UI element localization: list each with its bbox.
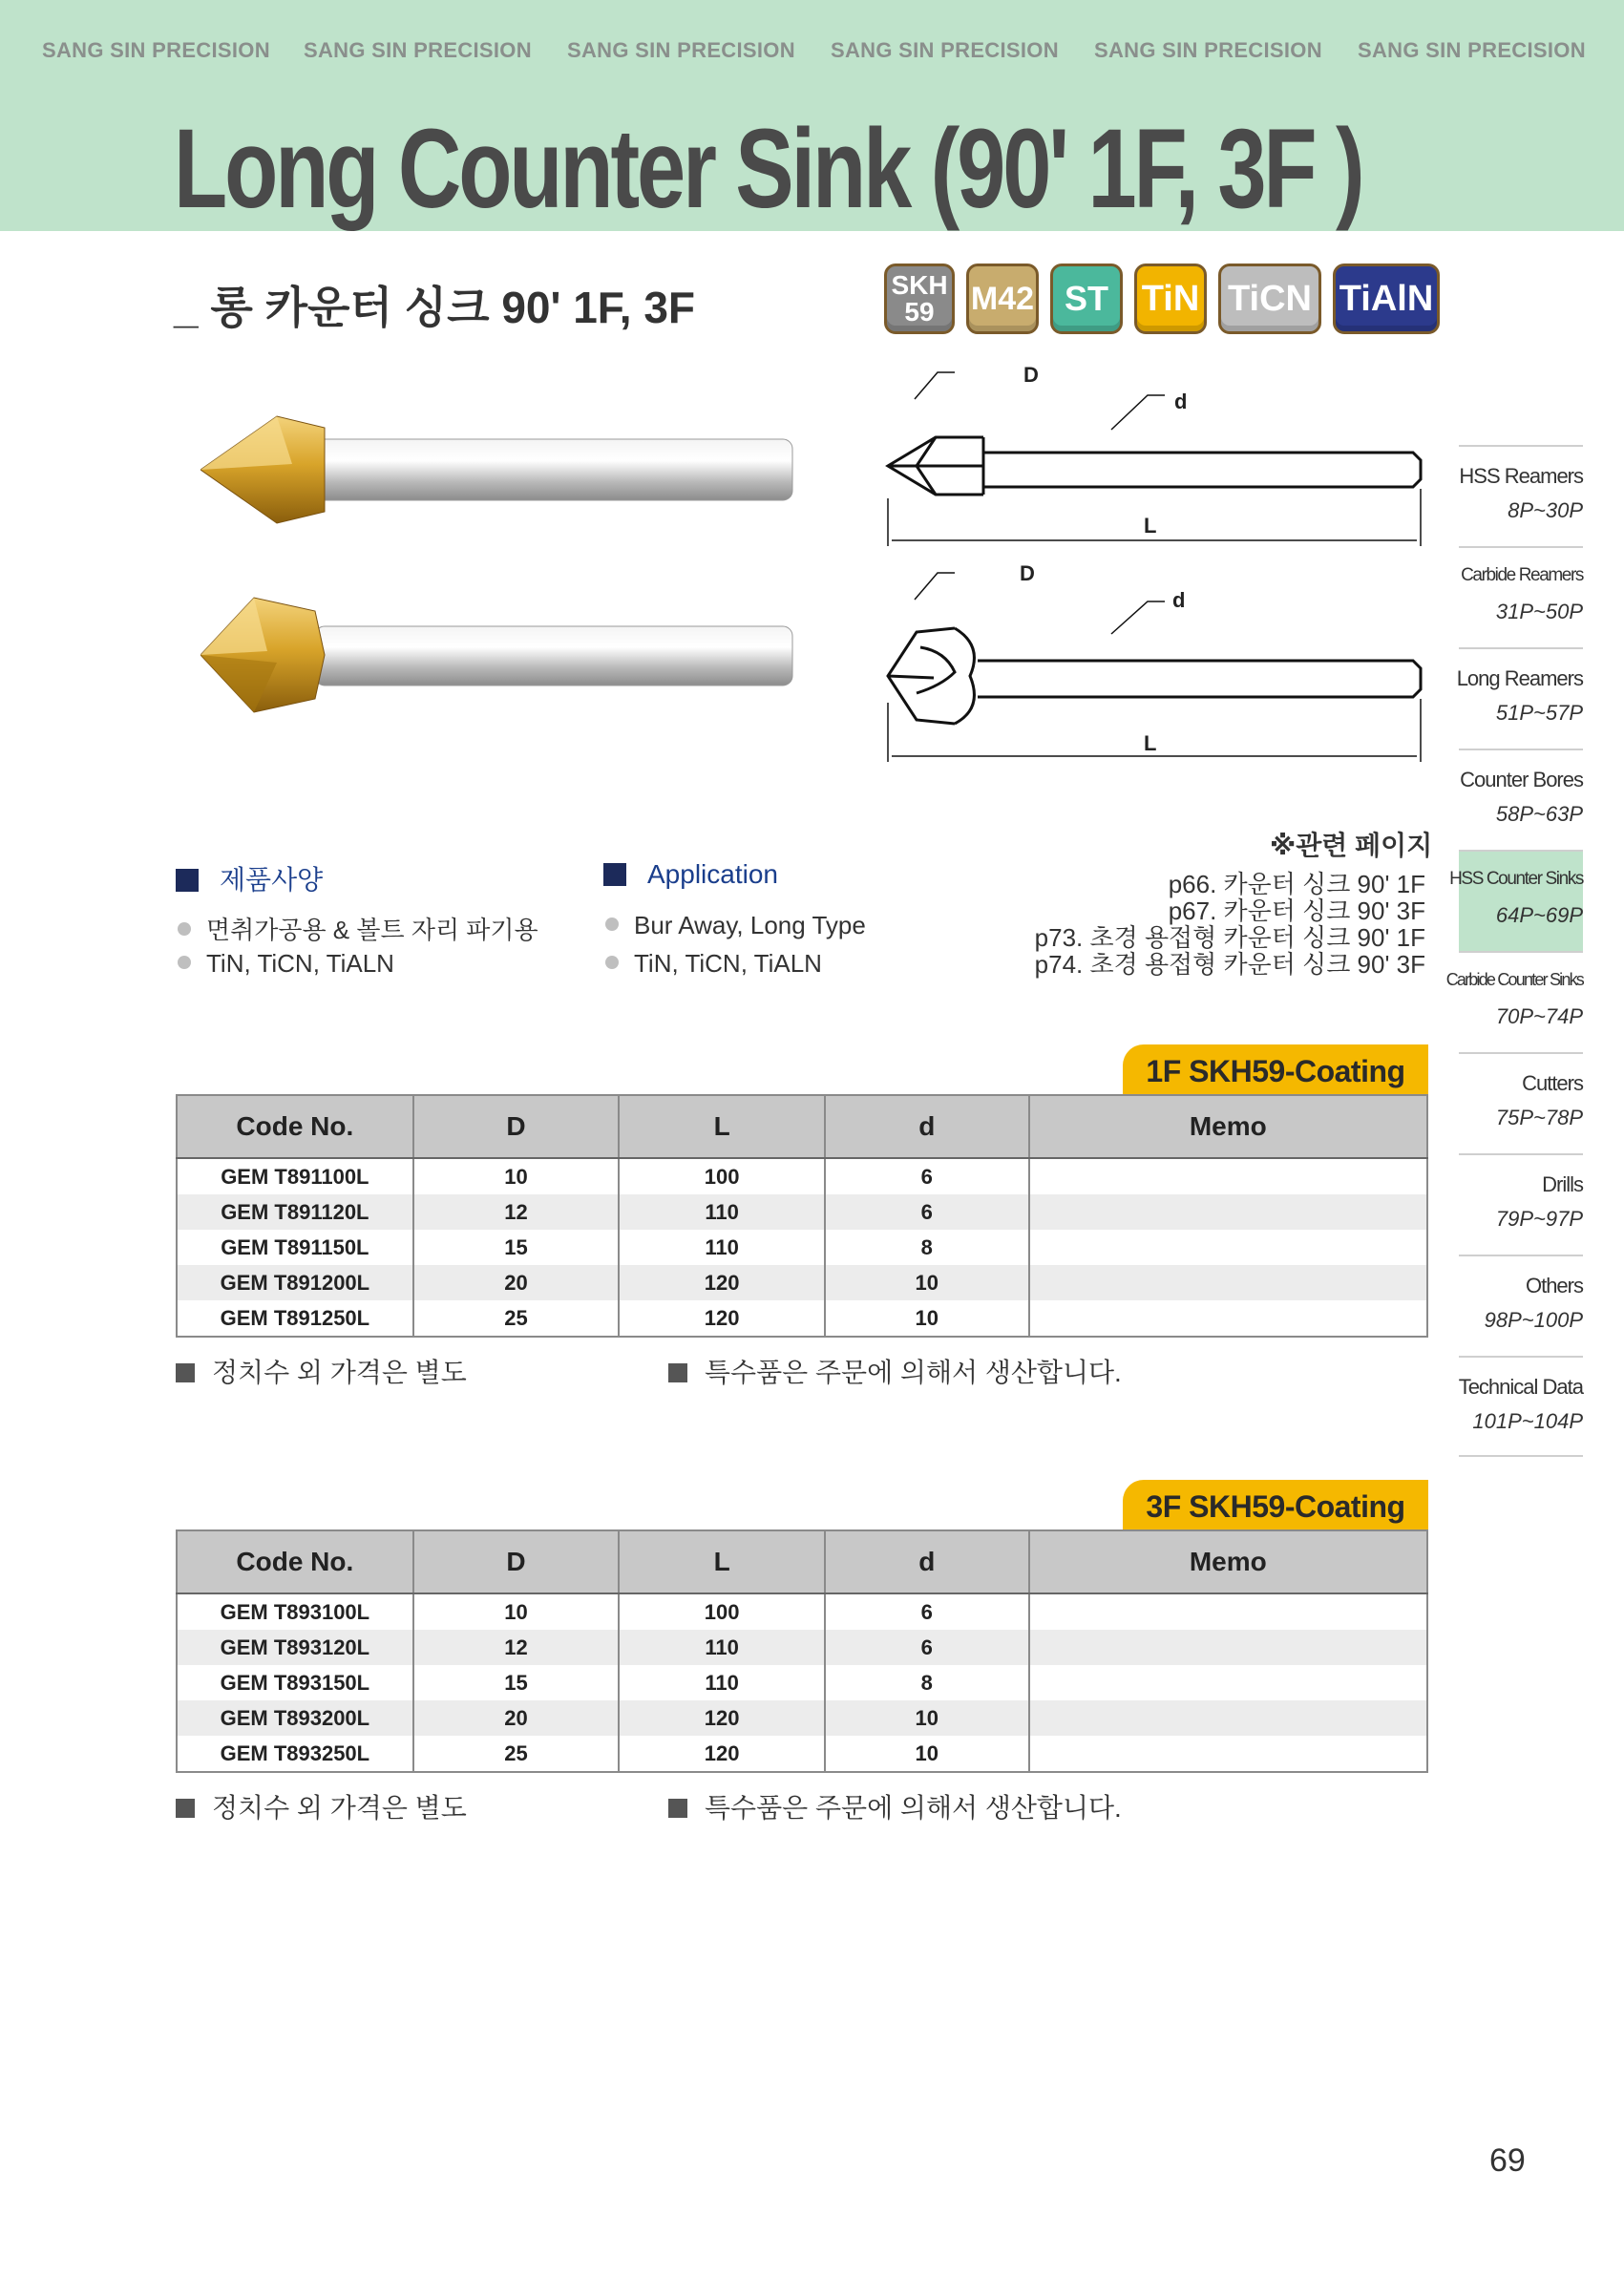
cell-memo (1029, 1700, 1427, 1736)
nav-item-pages: 58P~63P (1495, 802, 1583, 826)
cell-D: 12 (413, 1194, 620, 1230)
cell-code: GEM T893120L (177, 1630, 413, 1665)
badge-st: ST (1050, 264, 1123, 334)
nav-item-pages: 8P~30P (1508, 498, 1583, 522)
cell-code: GEM T891250L (177, 1300, 413, 1337)
cell-D: 25 (413, 1736, 620, 1772)
badge-tin: TiN (1134, 264, 1207, 334)
badge-skh59 (884, 264, 955, 334)
nav-item-pages: 51P~57P (1495, 701, 1583, 725)
nav-item-pages: 31P~50P (1495, 600, 1583, 623)
nav-item-label: Technical Data (1458, 1375, 1583, 1399)
nav-item-label: Long Reamers (1456, 666, 1583, 690)
cell-d: 6 (825, 1158, 1029, 1194)
cell-L: 110 (619, 1230, 825, 1265)
cell-memo (1029, 1158, 1427, 1194)
cell-d: 8 (825, 1665, 1029, 1700)
spec-item (178, 911, 538, 946)
cell-code: GEM T891120L (177, 1194, 413, 1230)
cell-L: 120 (619, 1736, 825, 1772)
note-text: 특수품은 주문에 의해서 생산합니다. (705, 1793, 1122, 1823)
cell-memo (1029, 1230, 1427, 1265)
badge-skh-top: SKH (891, 270, 948, 300)
table-row (177, 1630, 1427, 1665)
application-title: Application (647, 859, 778, 889)
nav-item-long-reamers[interactable] (1456, 647, 1583, 749)
cell-memo (1029, 1736, 1427, 1772)
cell-d: 10 (825, 1265, 1029, 1300)
dot-bullet-icon (178, 956, 191, 969)
nav-item-technical-data[interactable] (1459, 1356, 1583, 1457)
column-header: L (619, 1095, 825, 1158)
cell-L: 110 (619, 1194, 825, 1230)
brand-text: SANG SIN PRECISION (42, 38, 270, 62)
cell-code: GEM T891100L (177, 1158, 413, 1194)
dim-label-L: L (1144, 731, 1157, 755)
product-table-3f (176, 1529, 1428, 1773)
spec-title: 제품사양 (220, 865, 324, 895)
cell-L: 100 (619, 1158, 825, 1194)
brand-text: SANG SIN PRECISION (1094, 38, 1322, 62)
cell-L: 110 (619, 1665, 825, 1700)
spec-item-text: 면취가공용 & 볼트 자리 파기용 (206, 916, 538, 944)
nav-item-carbide-counter-sinks[interactable] (1445, 951, 1583, 1052)
cell-memo (1029, 1265, 1427, 1300)
nav-item-label: Carbide Counter Sinks (1445, 970, 1583, 989)
cell-memo (1029, 1194, 1427, 1230)
spec-item (178, 949, 394, 979)
cell-D: 10 (413, 1158, 620, 1194)
application-item-text: TiN, TiCN, TiALN (634, 949, 822, 978)
table-row (177, 1300, 1427, 1337)
square-bullet-icon (176, 869, 199, 892)
cell-d: 6 (825, 1630, 1029, 1665)
nav-item-hss-reamers[interactable] (1459, 445, 1583, 546)
note-text: 특수품은 주문에 의해서 생산합니다. (705, 1358, 1122, 1387)
nav-item-hss-counter-sinks[interactable] (1449, 850, 1583, 951)
badge-skh-bottom: 59 (904, 297, 935, 327)
brand-text: SANG SIN PRECISION (831, 38, 1059, 62)
cell-code: GEM T891150L (177, 1230, 413, 1265)
note-text: 정치수 외 가격은 별도 (212, 1358, 467, 1387)
cell-code: GEM T893250L (177, 1736, 413, 1772)
table-row (177, 1700, 1427, 1736)
table-row (177, 1158, 1427, 1194)
column-header: D (413, 1095, 620, 1158)
table-row (177, 1593, 1427, 1630)
dot-bullet-icon (178, 922, 191, 936)
dot-bullet-icon (605, 918, 619, 931)
related-page-link[interactable]: p73. 초경 용접형 카운터 싱크 90' 1F (1034, 923, 1425, 952)
dim-label-d: d (1174, 390, 1188, 413)
related-page-link[interactable]: p66. 카운터 싱크 90' 1F (1168, 870, 1425, 898)
cell-memo (1029, 1593, 1427, 1630)
table-note (668, 1352, 1122, 1390)
table-row (177, 1665, 1427, 1700)
table-3f-tag: 3F SKH59-Coating (1123, 1480, 1428, 1531)
nav-item-cutters[interactable] (1459, 1052, 1583, 1153)
dim-label-D: D (1020, 561, 1035, 585)
nav-item-carbide-reamers[interactable] (1459, 546, 1583, 647)
nav-item-pages: 101P~104P (1472, 1409, 1583, 1433)
nav-item-pages: 98P~100P (1484, 1308, 1583, 1332)
cell-code: GEM T893100L (177, 1593, 413, 1630)
nav-item-pages: 79P~97P (1495, 1207, 1583, 1231)
table-row (177, 1736, 1427, 1772)
brand-row (0, 38, 1624, 67)
cell-code: GEM T893200L (177, 1700, 413, 1736)
nav-item-others[interactable] (1459, 1255, 1583, 1356)
cell-d: 10 (825, 1700, 1029, 1736)
cell-memo (1029, 1300, 1427, 1337)
column-header: D (413, 1530, 620, 1593)
table-row (177, 1265, 1427, 1300)
table-note (668, 1787, 1122, 1825)
brand-text: SANG SIN PRECISION (304, 38, 532, 62)
table-header-row (177, 1095, 1427, 1158)
spec-item-text: TiN, TiCN, TiALN (206, 949, 394, 978)
dim-label-d: d (1172, 588, 1186, 612)
cell-d: 6 (825, 1593, 1029, 1630)
application-item-text: Bur Away, Long Type (634, 911, 866, 939)
page-subtitle: _ 롱 카운터 싱크 90' 1F, 3F (174, 283, 696, 332)
cell-D: 15 (413, 1230, 620, 1265)
cell-L: 120 (619, 1265, 825, 1300)
badge-m42: M42 (966, 264, 1039, 334)
cell-memo (1029, 1665, 1427, 1700)
cell-memo (1029, 1630, 1427, 1665)
spec-heading (176, 859, 323, 897)
note-text: 정치수 외 가격은 별도 (212, 1793, 467, 1823)
column-header: Memo (1029, 1530, 1427, 1593)
application-item (605, 949, 822, 979)
application-item (605, 911, 866, 940)
dim-label-D: D (1023, 363, 1039, 387)
table-1f-tag: 1F SKH59-Coating (1123, 1044, 1428, 1096)
square-bullet-icon (176, 1363, 195, 1382)
nav-item-pages: 70P~74P (1495, 1004, 1583, 1028)
cell-D: 20 (413, 1265, 620, 1300)
nav-item-label: Counter Bores (1460, 768, 1583, 791)
cell-d: 8 (825, 1230, 1029, 1265)
page-title: Long Counter Sink (90' 1F, 3F ) (174, 106, 1362, 232)
cell-code: GEM T893150L (177, 1665, 413, 1700)
dot-bullet-icon (605, 956, 619, 969)
table-row (177, 1230, 1427, 1265)
column-header: Code No. (177, 1095, 413, 1158)
nav-item-label: Others (1525, 1274, 1583, 1297)
column-header: L (619, 1530, 825, 1593)
nav-item-label: HSS Reamers (1459, 464, 1583, 488)
cell-D: 10 (413, 1593, 620, 1630)
column-header: Code No. (177, 1530, 413, 1593)
cell-code: GEM T891200L (177, 1265, 413, 1300)
product-table-1f (176, 1094, 1428, 1338)
application-heading (603, 859, 778, 890)
square-bullet-icon (603, 863, 626, 886)
related-pages-title: ※관련 페이지 (1270, 831, 1433, 860)
square-bullet-icon (176, 1799, 195, 1818)
related-page-link[interactable]: p74. 초경 용접형 카운터 싱크 90' 3F (1034, 950, 1425, 979)
page-number: 69 (1489, 2142, 1526, 2179)
badge-ticn: TiCN (1218, 264, 1321, 334)
nav-item-label: Drills (1542, 1172, 1583, 1196)
column-header: d (825, 1530, 1029, 1593)
cell-L: 120 (619, 1700, 825, 1736)
badge-tialn: TiAlN (1333, 264, 1440, 334)
brand-text: SANG SIN PRECISION (1358, 38, 1586, 62)
nav-item-pages: 75P~78P (1495, 1106, 1583, 1129)
table-header-row (177, 1530, 1427, 1593)
related-page-link[interactable]: p67. 카운터 싱크 90' 3F (1168, 896, 1425, 925)
square-bullet-icon (668, 1363, 687, 1382)
cell-L: 100 (619, 1593, 825, 1630)
cell-D: 25 (413, 1300, 620, 1337)
dim-label-L: L (1144, 514, 1157, 538)
table-note (176, 1352, 467, 1390)
nav-item-counter-bores[interactable] (1459, 749, 1583, 850)
brand-text: SANG SIN PRECISION (567, 38, 795, 62)
cell-D: 12 (413, 1630, 620, 1665)
product-photo-1f (200, 407, 802, 531)
cell-D: 20 (413, 1700, 620, 1736)
nav-item-label: HSS Counter Sinks (1449, 869, 1583, 889)
cell-d: 10 (825, 1736, 1029, 1772)
cell-d: 10 (825, 1300, 1029, 1337)
column-header: Memo (1029, 1095, 1427, 1158)
square-bullet-icon (668, 1799, 687, 1818)
nav-item-drills[interactable] (1459, 1153, 1583, 1255)
product-photo-3f (200, 592, 802, 716)
cell-d: 6 (825, 1194, 1029, 1230)
column-header: d (825, 1095, 1029, 1158)
nav-item-pages: 64P~69P (1495, 903, 1583, 927)
cell-D: 15 (413, 1665, 620, 1700)
nav-item-label: Cutters (1522, 1071, 1583, 1095)
cell-L: 110 (619, 1630, 825, 1665)
cell-L: 120 (619, 1300, 825, 1337)
table-row (177, 1194, 1427, 1230)
table-note (176, 1787, 467, 1825)
nav-item-label: Carbide Reamers (1461, 565, 1583, 585)
